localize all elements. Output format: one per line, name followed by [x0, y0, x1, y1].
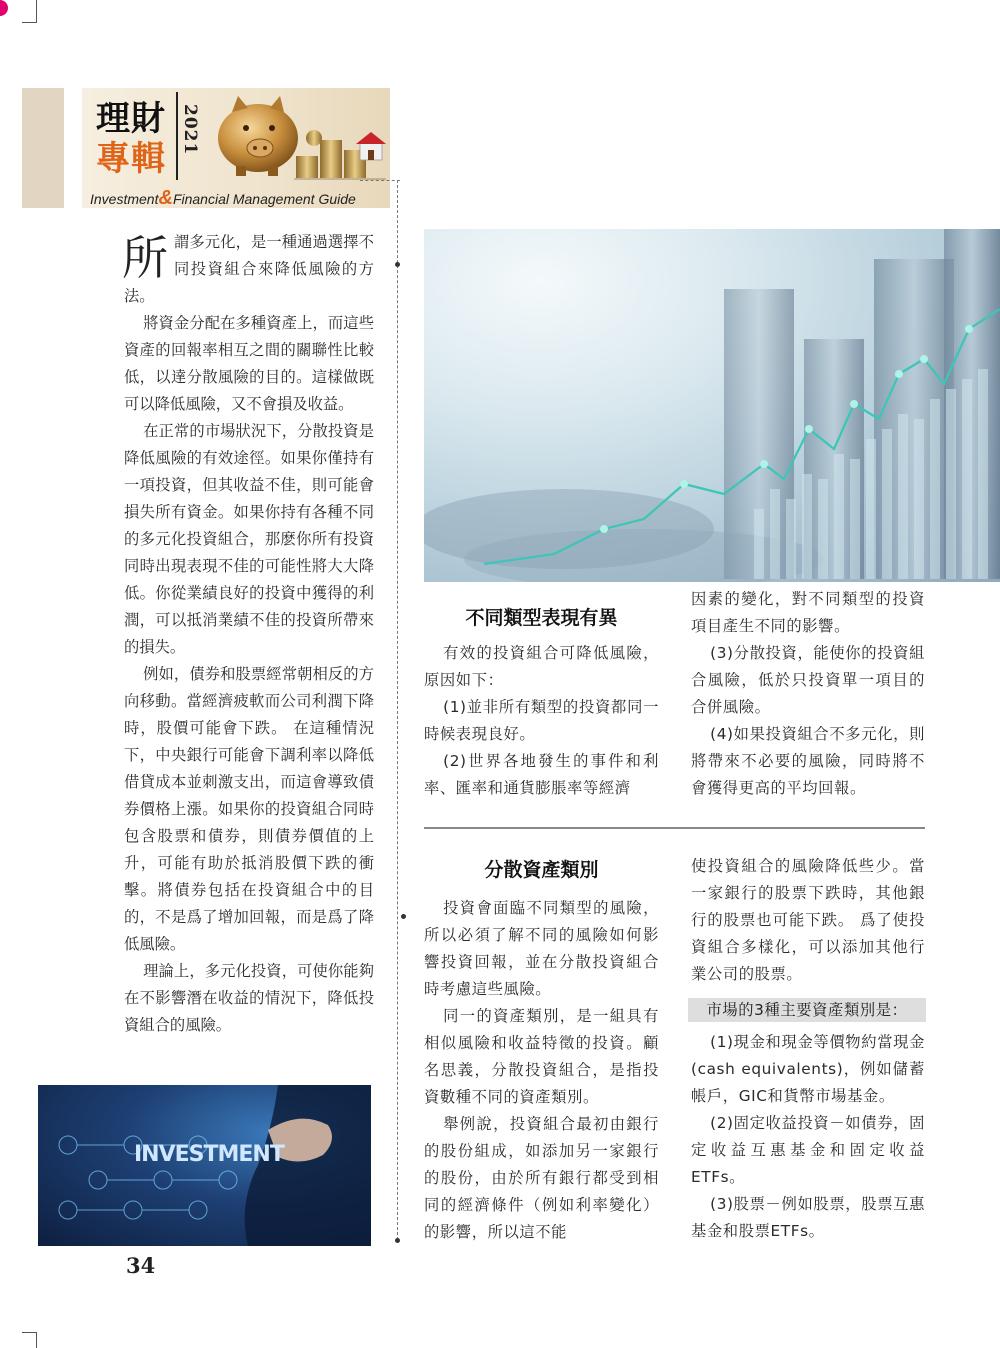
- investment-text: INVESTMENT: [134, 1142, 284, 1167]
- column-divider: [397, 180, 398, 1240]
- asset-class-list: [691, 1029, 925, 1245]
- header-title-line2: 專輯: [96, 139, 166, 179]
- column-divider: [360, 180, 400, 181]
- investment-illustration: [38, 1085, 371, 1246]
- crop-mark: [22, 1332, 37, 1333]
- paragraph: (2)世界各地發生的事件和利率、匯率和通貨膨脹率等經濟: [424, 752, 659, 797]
- header-divider: [176, 92, 178, 180]
- divider-dot: [395, 262, 400, 267]
- crop-mark: [22, 22, 37, 23]
- investment-photo: [38, 1085, 371, 1246]
- section1-column-middle: [424, 640, 659, 802]
- header-side-block: [22, 88, 64, 208]
- coins-chart-illustration: [424, 229, 1000, 582]
- list-item: (1)現金和現金等價物約當現金(cash equivalents)，例如儲蓄帳戶，GIC和貨幣市場基金。: [691, 1033, 925, 1105]
- section2-column-right: [691, 853, 925, 988]
- header-year: 2021: [180, 104, 200, 156]
- piggy-bank-illustration: [210, 90, 390, 182]
- section-separator: [424, 827, 925, 829]
- paragraph: 理論上，多元化投資，可使你能夠在不影響潛在收益的情況下，降低投資組合的風險。: [124, 962, 374, 1034]
- header-title-line1: 理財: [96, 99, 166, 139]
- header-subtitle: [90, 187, 356, 210]
- paragraph: 同一的資產類別，是一組具有相似風險和收益特徵的投資。顧名思義，分散投資組合，是指投資數種不同的資產類別。: [424, 1007, 659, 1106]
- subtitle-part: Financial Management Guide: [172, 191, 356, 207]
- asset-class-label: 市場的3種主要資產類別是：: [688, 998, 926, 1022]
- section1-column-right: [691, 586, 925, 802]
- finance-chart-photo: [424, 229, 1000, 582]
- paragraph: (1)並非所有類型的投資都同一時候表現良好。: [424, 698, 659, 743]
- paragraph: 在正常的市場狀況下，分散投資是降低風險的有效途徑。如果你僅持有一項投資，但其收益不佳，則可能會損失所有資金。如果你持有各種不同的多元化投資組合，那麽你所有投資同時出現表現不佳的可能性將大大降低。你從業績良好的投資中獲得的利潤，可以抵消業績不佳的投資所帶來的損失。: [124, 422, 374, 656]
- paragraph: 例如，債券和股票經常朝相反的方向移動。當經濟疲軟而公司利潤下降時，股價可能會下跌。 在這種情況下，中央銀行可能會下調利率以降低借貸成本並刺激支出，而這會導致債券價格上漲。如果你的投資組合同時包含股票和債券，則債券價值的上升，可能有助於抵消股價下跌的衝擊。將債券包括在投資組合中的目的，不是爲了增加回報，而是爲了降低風險。: [124, 665, 374, 953]
- paragraph: 因素的變化，對不同類型的投資項目產生不同的影響。: [691, 590, 925, 635]
- magazine-header: [82, 88, 390, 208]
- paragraph-text: 謂多元化，是一種通過選擇不同投資組合來降低風險的方法。: [124, 233, 374, 305]
- paragraph: [124, 229, 374, 310]
- paragraph: 投資會面臨不同類型的風險，所以必須了解不同的風險如何影響投資回報，並在分散投資組合時考慮這些風險。: [424, 899, 659, 998]
- paragraph: 使投資組合的風險降低些少。當一家銀行的股票下跌時，其他銀行的股票也可能下跌。 爲了使投資組合多樣化，可以添加其他行業公司的股票。: [691, 857, 925, 983]
- divider-dot: [395, 1238, 400, 1243]
- subtitle-ampersand: &: [158, 187, 173, 209]
- drop-cap: 所: [122, 231, 168, 285]
- crop-mark: [36, 0, 37, 22]
- left-article-column: [124, 229, 374, 1039]
- page-number: 34: [126, 1253, 156, 1278]
- paragraph: 舉例說，投資組合最初由銀行的股份組成，如添加另一家銀行的股份，由於所有銀行都受到相同的經濟條件（例如利率變化）的影響，所以這不能: [424, 1115, 659, 1241]
- registration-mark: [0, 0, 8, 16]
- section-heading: 分散資產類別: [484, 859, 599, 881]
- list-item: (3)股票－例如股票，股票互惠基金和股票ETFs。: [691, 1195, 925, 1240]
- section-heading: 不同類型表現有異: [465, 607, 618, 629]
- subtitle-part: Investment: [90, 191, 159, 207]
- divider-dot: [401, 914, 406, 919]
- paragraph: 有效的投資組合可降低風險，原因如下：: [424, 644, 659, 689]
- paragraph: 將資金分配在多種資產上，而這些資產的回報率相互之間的關聯性比較低，以達分散風險的目的。這樣做既可以降低風險，又不會損及收益。: [124, 314, 374, 413]
- crop-mark: [36, 1332, 37, 1348]
- section2-column-middle: [424, 895, 659, 1246]
- paragraph: (4)如果投資組合不多元化，則將帶來不必要的風險，同時將不會獲得更高的平均回報。: [691, 725, 925, 797]
- paragraph: (3)分散投資，能使你的投資組合風險，低於只投資單一項目的合併風險。: [691, 644, 925, 716]
- list-item: (2)固定收益投資－如債券，固定收益互惠基金和固定收益ETFs。: [691, 1114, 925, 1186]
